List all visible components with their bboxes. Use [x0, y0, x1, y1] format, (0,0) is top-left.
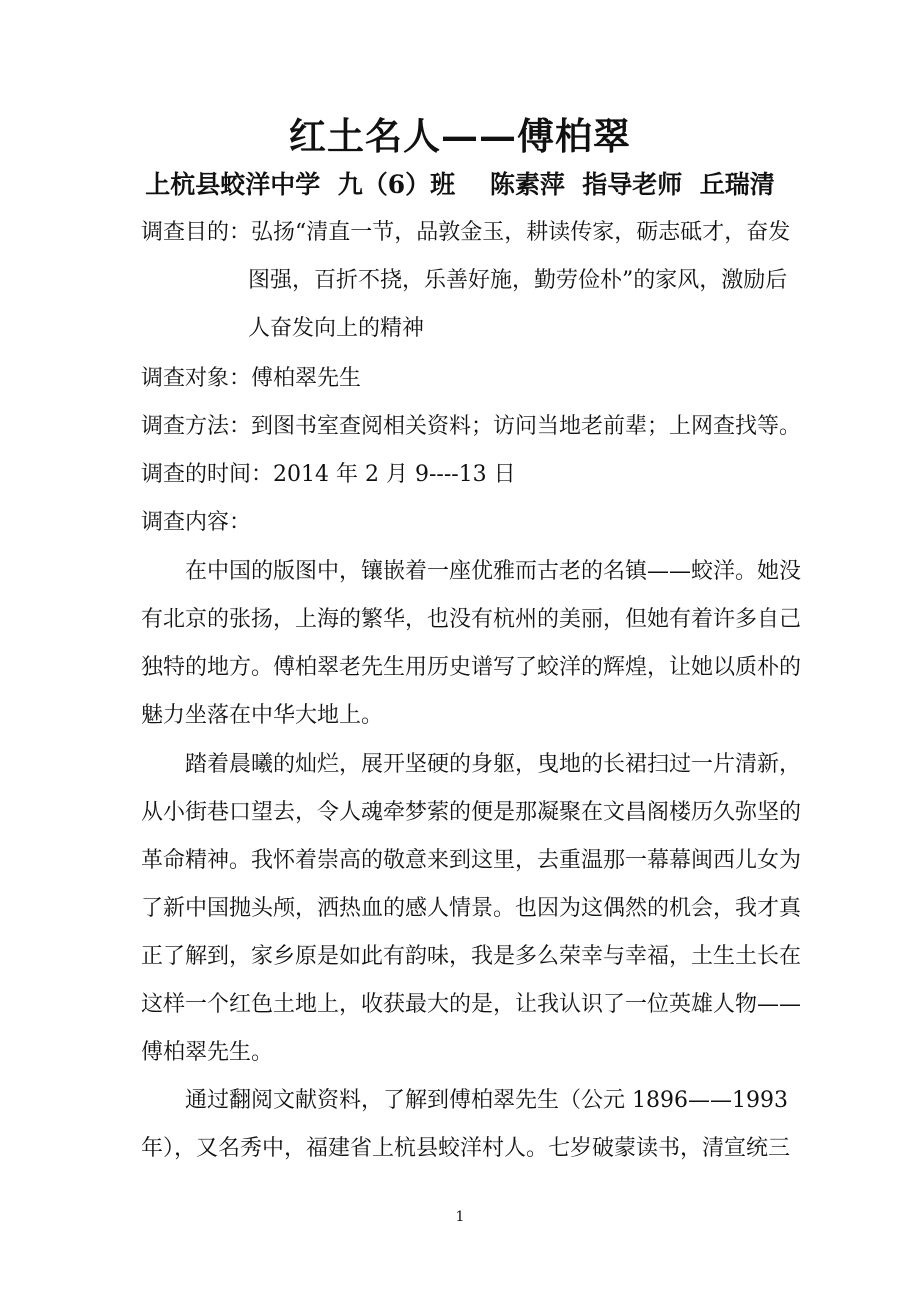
paragraph-1-line-1: 在中国的版图中，镶嵌着一座优雅而古老的名镇——蛟洋。她没 — [185, 559, 802, 584]
method-line: 调查方法：到图书室查阅相关资料；访问当地老前辈；上网查找等。 — [141, 414, 802, 439]
purpose-line-1: 调查目的：弘扬“清直一节，品敦金玉，耕读传家，砺志砥才，奋发 — [141, 220, 791, 245]
paragraph-2-line-1: 踏着晨曦的灿烂，展开坚硬的身躯，曳地的长裙扫过一片清新， — [185, 752, 802, 777]
paragraph-3-line-1: 通过翻阅文献资料，了解到傅柏翠先生（公元 1896——1993 — [185, 1088, 788, 1113]
document-title: 红土名人——傅柏翠 — [289, 114, 631, 158]
paragraph-2-line-5: 正了解到，家乡原是如此有韵味，我是多么荣幸与幸福，土生土长在 — [141, 944, 802, 969]
purpose-line-3: 人奋发向上的精神 — [248, 316, 425, 341]
page-number: 1 — [455, 1209, 465, 1225]
paragraph-1-line-3: 独特的地方。傅柏翠老先生用历史谱写了蛟洋的辉煌，让她以质朴的 — [141, 655, 802, 680]
paragraph-1-line-4: 魅力坐落在中华大地上。 — [141, 703, 384, 728]
paragraph-1-line-2: 有北京的张扬，上海的繁华，也没有杭州的美丽，但她有着许多自己 — [141, 607, 802, 632]
time-line: 调查的时间：2014 年 2 月 9----13 日 — [141, 462, 516, 487]
paragraph-2-line-3: 革命精神。我怀着崇高的敬意来到这里，去重温那一幕幕闽西儿女为 — [141, 848, 802, 873]
paragraph-2-line-6: 这样一个红色土地上，收获最大的是，让我认识了一位英雄人物—— — [141, 992, 802, 1017]
purpose-line-2: 图强，百折不挠，乐善好施，勤劳俭朴”的家风，激励后 — [248, 268, 788, 293]
subject-line: 调查对象：傅柏翠先生 — [141, 366, 362, 391]
paragraph-2-line-2: 从小街巷口望去，令人魂牵梦萦的便是那凝聚在文昌阁楼历久弥坚的 — [141, 800, 802, 825]
paragraph-3-line-2: 年），又名秀中，福建省上杭县蛟洋村人。七岁破蒙读书，清宣统三 — [141, 1136, 791, 1161]
paragraph-2-line-4: 了新中国抛头颅，洒热血的感人情景。也因为这偶然的机会，我才真 — [141, 896, 802, 921]
document-subtitle: 上杭县蛟洋中学 九（6）班 陈素萍 指导老师 丘瑞清 — [145, 170, 775, 199]
content-label: 调查内容： — [141, 510, 252, 535]
paragraph-2-line-7: 傅柏翠先生。 — [141, 1040, 274, 1065]
